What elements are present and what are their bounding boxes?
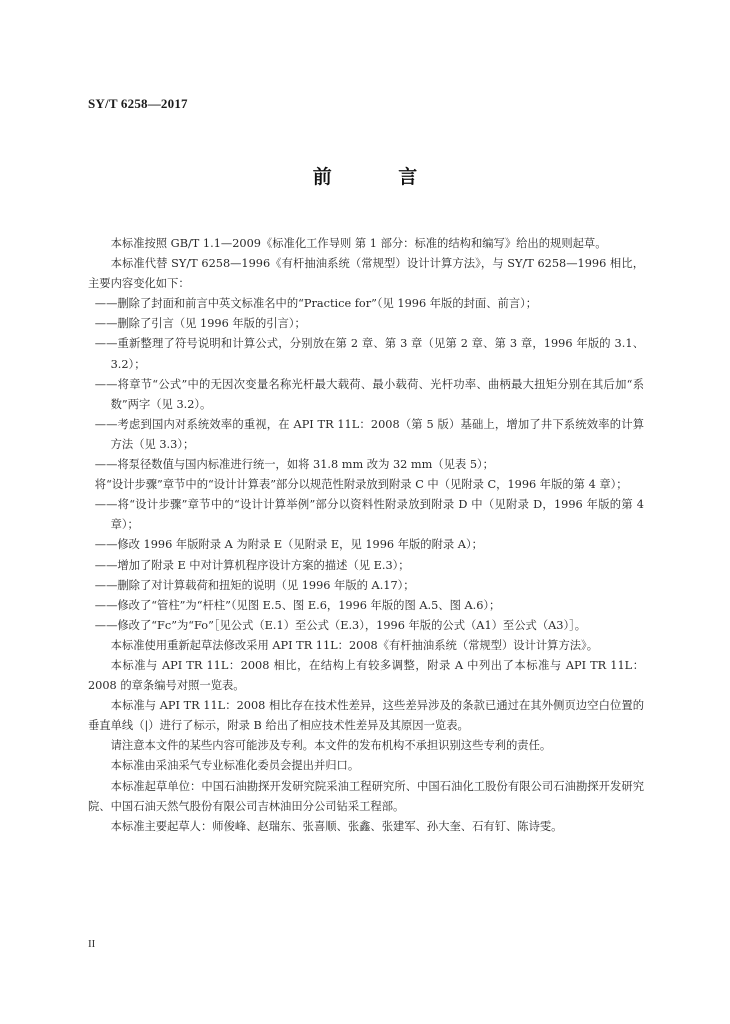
paragraph: 本标准由采油采气专业标准化委员会提出并归口。 xyxy=(110,759,360,773)
change-list-item: ——重新整理了符号说明和计算公式，分别放在第 2 章、第 3 章（见第 2 章、第 3 章，1996 年版的 3.1、3.2）； xyxy=(94,337,644,371)
standard-code-header: SY/T 6258—2017 xyxy=(88,96,188,111)
foreword-body xyxy=(88,234,644,837)
change-list-item: ——将章节“公式”中的无因次变量名称光杆最大载荷、最小载荷、光杆功率、曲柄最大扭矩分别在其后加“系数”两字（见 3.2）。 xyxy=(94,377,644,411)
change-list-item: ——增加了附录 E 中对计算机程序设计方案的描述（见 E.3）； xyxy=(94,558,410,572)
change-list-item: ——将“设计步骤”章节中的“设计计算举例”部分以资料性附录放到附录 D 中（见附录 D，1996 年版的第 4 章）； xyxy=(94,498,644,532)
paragraph: 请注意本文件的某些内容可能涉及专利。本文件的发布机构不承担识别这些专利的责任。 xyxy=(110,739,552,753)
paragraph: 本标准主要起草人：师俊峰、赵瑞东、张喜顺、张鑫、张建军、孙大奎、石有钉、陈诗雯。 xyxy=(110,819,563,833)
change-list-item: ——修改 1996 年版附录 A 为附录 E（见附录 E，见 1996 年版的附录 A）； xyxy=(94,538,483,552)
change-list-item: ——修改了“管柱”为“杆柱”（见图 E.5、图 E.6，1996 年版的图 A.5、图 A.6）； xyxy=(94,598,501,612)
change-list-item: ——删除了引言（见 1996 年版的引言）； xyxy=(94,317,306,331)
change-list-item: ——删除了封面和前言中英文标准名中的“Practice for”（见 1996 年版的封面、前言）； xyxy=(94,297,538,311)
paragraph: 本标准与 API TR 11L：2008 相比存在技术性差异，这些差异涉及的条款已通过在其外侧页边空白位置的垂直单线（|）进行了标示，附录 B 给出了相应技术性差异及其原因一览表。 xyxy=(88,699,644,733)
page-number: II xyxy=(88,938,96,950)
paragraph: 本标准使用重新起草法修改采用 API TR 11L：2008《有杆抽油系统（常规型）设计计算方法》。 xyxy=(110,638,598,652)
paragraph: 本标准按照 GB/T 1.1—2009《标准化工作导则 第 1 部分：标准的结构和编写》给出的规则起草。 xyxy=(110,237,607,250)
change-list-item: ——考虑到国内对系统效率的重视，在 API TR 11L：2008（第 5 版）基础上，增加了井下系统效率的计算方法（见 3.3）； xyxy=(94,417,644,451)
change-list-item: ——修改了“Fc”为“Fo”［见公式（E.1）至公式（E.3），1996 年版的公式（A1）至公式（A3）］。 xyxy=(94,618,587,632)
change-list-item: ——将泵径数值与国内标准进行统一，如将 31.8 mm 改为 32 mm（见表 5）； xyxy=(94,458,494,472)
paragraph: 本标准与 API TR 11L：2008 相比，在结构上有较多调整，附录 A 中列出了本标准与 API TR 11L：2008 的章条编号对照一览表。 xyxy=(88,658,644,693)
paragraph: 本标准起草单位：中国石油勘探开发研究院采油工程研究所、中国石油化工股份有限公司石油勘探开发研究院、中国石油天然气股份有限公司吉林油田分公司钻采工程部。 xyxy=(88,779,644,813)
change-list-item: ——删除了对计算载荷和扭矩的说明（见 1996 年版的 A.17）； xyxy=(94,578,415,592)
paragraph: 本标准代替 SY/T 6258—1996《有杆抽油系统（常规型）设计计算方法》，与 SY/T 6258—1996 相比，主要内容变化如下： xyxy=(88,257,644,291)
change-list-item: 将“设计步骤”章节中的“设计计算表”部分以规范性附录放到附录 C 中（见附录 C，1996 年版的第 4 章）； xyxy=(94,478,628,492)
page-title: 前 言 xyxy=(312,166,448,188)
